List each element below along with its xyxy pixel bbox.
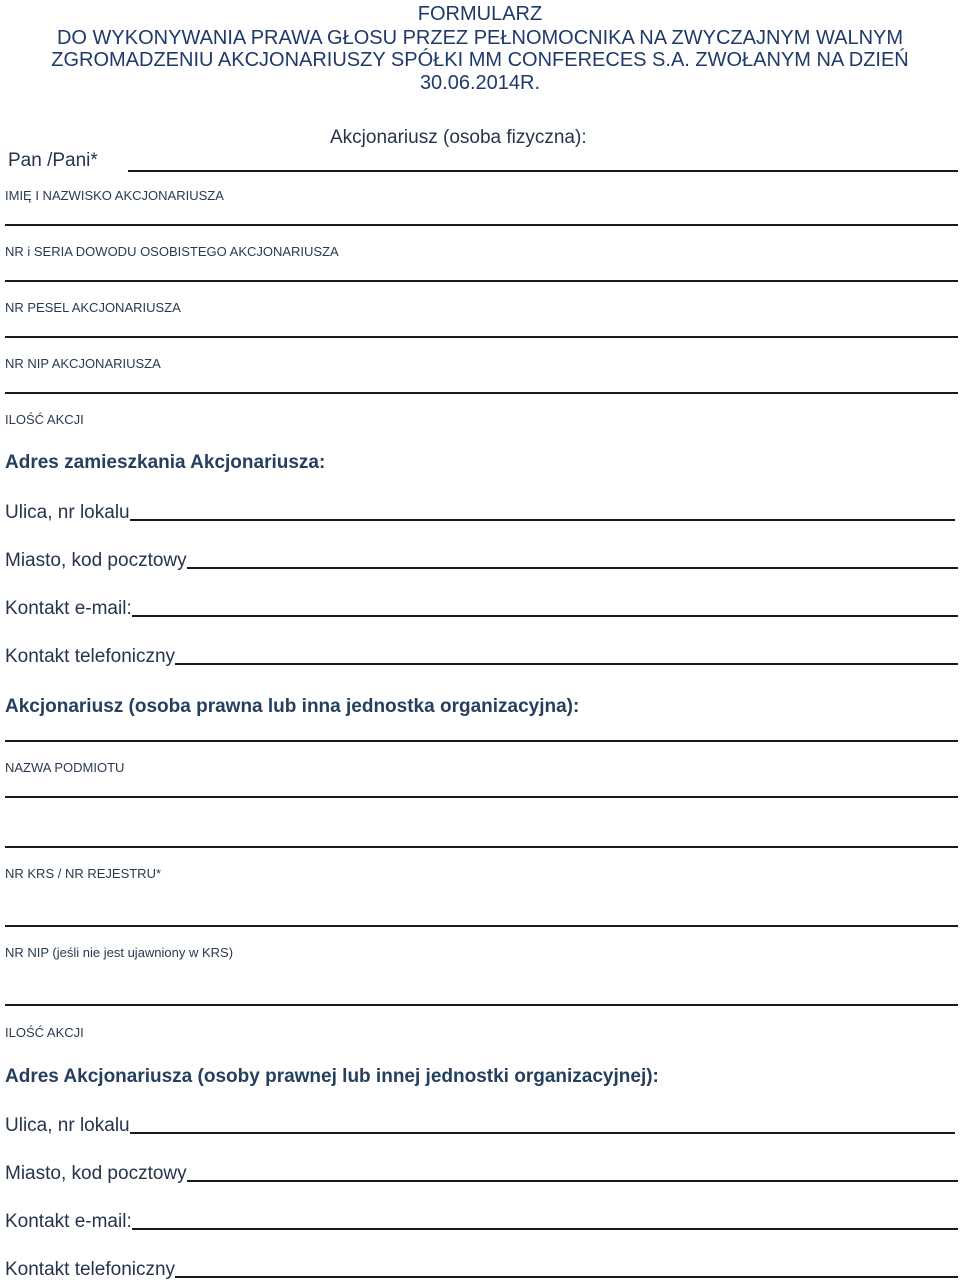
pesel-label: NR PESEL AKCJONARIUSZA	[5, 300, 181, 315]
entity-name-field[interactable]	[5, 740, 958, 742]
shares-field[interactable]	[5, 392, 958, 394]
email-label: Kontakt e-mail:	[5, 598, 132, 619]
phone-label: Kontakt telefoniczny	[5, 646, 176, 667]
pesel-field[interactable]	[5, 280, 958, 282]
nip-label: NR NIP AKCJONARIUSZA	[5, 356, 161, 371]
entity-street-label: Ulica, nr lokalu	[5, 1115, 130, 1136]
entity-email-row	[5, 1211, 958, 1233]
entity-phone-row	[5, 1259, 958, 1281]
residence-address-heading: Adres zamieszkania Akcjonariusza:	[5, 452, 326, 473]
form-title: FORMULARZ	[417, 3, 543, 25]
entity-nip-label: NR NIP (jeśli nie jest ujawniony w KRS)	[5, 945, 234, 960]
entity-phone-field[interactable]	[175, 1275, 958, 1278]
city-label: Miasto, kod pocztowy	[5, 550, 187, 571]
street-field[interactable]	[130, 518, 955, 521]
entity-nip-field[interactable]	[5, 925, 958, 927]
krs-label: NR KRS / NR REJESTRU*	[5, 866, 162, 881]
street-row	[5, 502, 955, 524]
form-title-line-2: DO WYKONYWANIA PRAWA GŁOSU PRZEZ PEŁNOMOCNIKA NA ZWYCZAJNYM WALNYM	[56, 27, 904, 49]
shares-label: ILOŚĆ AKCJI	[5, 412, 84, 427]
entity-city-row	[5, 1163, 958, 1185]
salutation-field[interactable]	[128, 170, 958, 172]
entity-name-label: NAZWA PODMIOTU	[5, 760, 125, 775]
entity-phone-label: Kontakt telefoniczny	[5, 1259, 176, 1280]
form-title-date: 30.06.2014R.	[419, 72, 541, 94]
full-name-label: IMIĘ I NAZWISKO AKCJONARIUSZA	[5, 188, 224, 203]
city-field[interactable]	[187, 566, 958, 569]
phone-field[interactable]	[175, 662, 958, 665]
entity-city-label: Miasto, kod pocztowy	[5, 1163, 187, 1184]
form-title-line-3: ZGROMADZENIU AKCJONARIUSZY SPÓŁKI MM CONFERECES S.A. ZWOŁANYM NA DZIEŃ	[51, 49, 909, 71]
legal-person-heading: Akcjonariusz (osoba prawna lub inna jednostka organizacyjna):	[5, 696, 580, 717]
entity-shares-field[interactable]	[5, 1004, 958, 1006]
city-row	[5, 550, 958, 572]
krs-field[interactable]	[5, 846, 958, 848]
entity-email-field[interactable]	[132, 1227, 958, 1230]
entity-street-field[interactable]	[130, 1131, 955, 1134]
entity-street-row	[5, 1115, 955, 1137]
email-row	[5, 598, 958, 620]
entity-name-field-2[interactable]	[5, 796, 958, 798]
entity-address-heading: Adres Akcjonariusza (osoby prawnej lub innej jednostki organizacyjnej):	[5, 1066, 659, 1087]
email-field[interactable]	[132, 614, 958, 617]
entity-shares-label: ILOŚĆ AKCJI	[5, 1025, 84, 1040]
salutation-label: Pan /Pani*	[8, 150, 98, 171]
entity-city-field[interactable]	[187, 1179, 958, 1182]
id-number-label: NR i SERIA DOWODU OSOBISTEGO AKCJONARIUSZA	[5, 244, 339, 259]
natural-person-heading: Akcjonariusz (osoba fizyczna):	[330, 127, 587, 148]
entity-email-label: Kontakt e-mail:	[5, 1211, 132, 1232]
street-label: Ulica, nr lokalu	[5, 502, 130, 523]
nip-field[interactable]	[5, 336, 958, 338]
id-number-field[interactable]	[5, 224, 958, 226]
phone-row	[5, 646, 958, 668]
